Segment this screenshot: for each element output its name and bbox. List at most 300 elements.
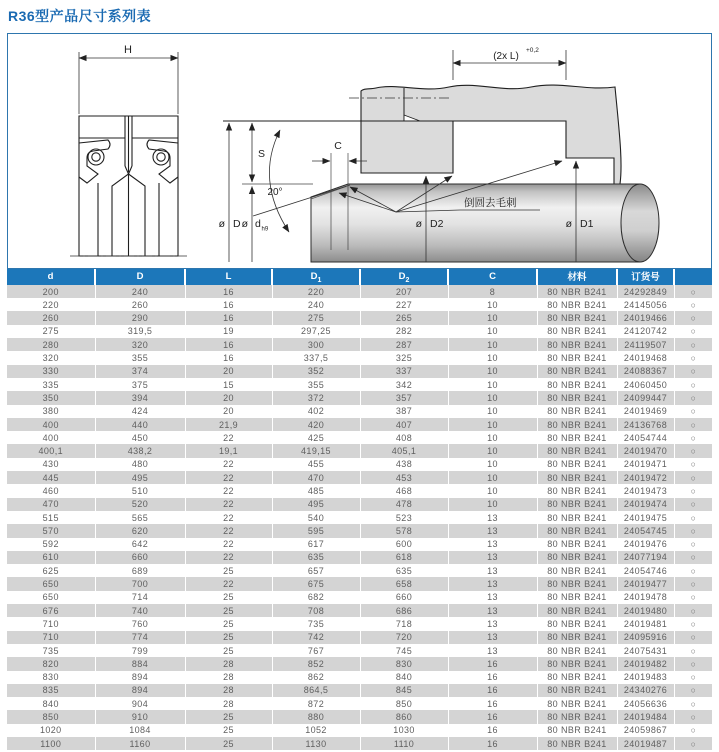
table-row: [7, 737, 712, 750]
cell-material: 80 NBR B241: [537, 538, 617, 551]
label-D1: D1: [580, 218, 594, 230]
cell-availability: ○: [674, 737, 712, 750]
cell-D1: 300: [272, 338, 360, 351]
cell-D: 440: [95, 418, 185, 431]
cell-L: 22: [185, 538, 272, 551]
cell-order-no: 24095916: [617, 631, 674, 644]
cell-D1: 337,5: [272, 351, 360, 364]
cell-L: 25: [185, 591, 272, 604]
cell-C: 16: [448, 657, 537, 670]
cell-order-no: 24019484: [617, 710, 674, 723]
cell-C: 13: [448, 644, 537, 657]
table-row: [7, 391, 712, 404]
cell-L: 22: [185, 458, 272, 471]
cell-D: 565: [95, 511, 185, 524]
cell-d: 430: [42, 459, 59, 470]
cell-D2: 357: [360, 391, 448, 404]
cell-material: 80 NBR B241: [537, 365, 617, 378]
cell-D: 740: [95, 604, 185, 617]
table-row: [7, 418, 712, 431]
cell-material: 80 NBR B241: [537, 697, 617, 710]
cell-d: 830: [42, 672, 59, 683]
cell-C: 13: [448, 538, 537, 551]
cell-order-no: 24120742: [617, 325, 674, 338]
cell-C: 10: [448, 298, 537, 311]
cell-L: 20: [185, 365, 272, 378]
cell-D1: 682: [272, 591, 360, 604]
cell-material: 80 NBR B241: [537, 484, 617, 497]
cell-availability: ○: [674, 285, 712, 298]
cell-L: 25: [185, 737, 272, 750]
cell-D: 894: [95, 671, 185, 684]
cell-order-no: 24019482: [617, 657, 674, 670]
cell-availability: ○: [674, 311, 712, 324]
cell-C: 16: [448, 724, 537, 737]
table-row: [7, 378, 712, 391]
cell-D1: 297,25: [272, 325, 360, 338]
table-row: [7, 471, 712, 484]
cell-availability: ○: [674, 418, 712, 431]
lip-angle-arc: [269, 130, 289, 232]
label-d-sub: h9: [261, 226, 269, 233]
cell-order-no: 24054744: [617, 431, 674, 444]
table-row: [7, 365, 712, 378]
cell-D: 260: [95, 298, 185, 311]
cell-D1: 355: [272, 378, 360, 391]
cell-d: 592: [42, 539, 59, 550]
cell-d: 470: [42, 499, 59, 510]
cell-C: 10: [448, 498, 537, 511]
cell-d: 840: [42, 698, 59, 709]
cell-d: 710: [42, 618, 59, 629]
cell-C: 13: [448, 524, 537, 537]
cell-availability: ○: [674, 298, 712, 311]
cell-material: 80 NBR B241: [537, 564, 617, 577]
column-header-order-no: 订货号: [617, 269, 674, 285]
cell-D: 375: [95, 378, 185, 391]
cell-material: 80 NBR B241: [537, 378, 617, 391]
cell-D: 760: [95, 617, 185, 630]
cell-D2: 287: [360, 338, 448, 351]
cell-C: 13: [448, 577, 537, 590]
cell-C: 16: [448, 684, 537, 697]
cell-L: 22: [185, 431, 272, 444]
label-dia-sign-D2: ø: [415, 218, 422, 230]
cell-D1: 425: [272, 431, 360, 444]
cell-availability: ○: [674, 391, 712, 404]
cell-order-no: 24019483: [617, 671, 674, 684]
cell-L: 22: [185, 471, 272, 484]
cell-material: 80 NBR B241: [537, 285, 617, 298]
cell-order-no: 24019473: [617, 484, 674, 497]
cell-order-no: 24019474: [617, 498, 674, 511]
table-row: [7, 657, 712, 670]
label-dia-sign-d: ø: [241, 218, 248, 230]
table-row: [7, 538, 712, 551]
cell-L: 16: [185, 311, 272, 324]
cell-availability: ○: [674, 325, 712, 338]
cell-material: 80 NBR B241: [537, 724, 617, 737]
cell-L: 20: [185, 405, 272, 418]
table-row: [7, 564, 712, 577]
cell-material: 80 NBR B241: [537, 524, 617, 537]
cell-material: 80 NBR B241: [537, 644, 617, 657]
cell-availability: ○: [674, 577, 712, 590]
cell-L: 28: [185, 684, 272, 697]
cell-L: 20: [185, 391, 272, 404]
table-row: [7, 351, 712, 364]
column-header-availability: [674, 269, 712, 285]
cell-D: 714: [95, 591, 185, 604]
column-header-material: 材料: [537, 269, 617, 285]
cell-D: 374: [95, 365, 185, 378]
table-row: [7, 724, 712, 737]
cell-availability: ○: [674, 697, 712, 710]
label-S: S: [258, 148, 266, 160]
cell-L: 25: [185, 564, 272, 577]
cell-D1: 220: [272, 285, 360, 298]
cell-C: 10: [448, 365, 537, 378]
cell-C: 13: [448, 591, 537, 604]
cell-material: 80 NBR B241: [537, 591, 617, 604]
cell-material: 80 NBR B241: [537, 551, 617, 564]
cell-C: 10: [448, 391, 537, 404]
cell-D2: 686: [360, 604, 448, 617]
table-row: [7, 604, 712, 617]
cell-d: 260: [42, 313, 59, 324]
cell-C: 16: [448, 710, 537, 723]
table-row: [7, 577, 712, 590]
cell-L: 22: [185, 511, 272, 524]
cell-C: 10: [448, 325, 537, 338]
cell-D: 495: [95, 471, 185, 484]
cell-material: 80 NBR B241: [537, 671, 617, 684]
cell-order-no: 24136768: [617, 418, 674, 431]
table-row: [7, 325, 712, 338]
cell-L: 16: [185, 351, 272, 364]
cell-D: 799: [95, 644, 185, 657]
cell-d: 1100: [40, 738, 62, 749]
cell-d: 200: [42, 286, 59, 297]
cell-d: 570: [42, 525, 59, 536]
cell-d: 350: [42, 392, 59, 403]
cell-D1: 420: [272, 418, 360, 431]
cell-D2: 578: [360, 524, 448, 537]
cell-D: 774: [95, 631, 185, 644]
cell-order-no: 24019478: [617, 591, 674, 604]
cell-C: 10: [448, 351, 537, 364]
cell-D1: 485: [272, 484, 360, 497]
table-row: [7, 338, 712, 351]
table-row: [7, 498, 712, 511]
cell-D1: 275: [272, 311, 360, 324]
table-row: [7, 671, 712, 684]
cell-material: 80 NBR B241: [537, 325, 617, 338]
label-deburr: 倒圆去毛刺: [464, 197, 517, 209]
cell-D2: 840: [360, 671, 448, 684]
label-d: d: [255, 218, 261, 230]
label-angle: 20°: [267, 187, 283, 198]
cell-order-no: 24340276: [617, 684, 674, 697]
cell-order-no: 24054745: [617, 524, 674, 537]
cell-d: 650: [42, 592, 59, 603]
table-row: [7, 644, 712, 657]
cell-D2: 438: [360, 458, 448, 471]
table-row: [7, 431, 712, 444]
cell-L: 22: [185, 484, 272, 497]
cell-order-no: 24019480: [617, 604, 674, 617]
cell-d: 650: [42, 579, 59, 590]
cell-D2: 745: [360, 644, 448, 657]
label-h: H: [124, 44, 132, 56]
cell-availability: ○: [674, 724, 712, 737]
cell-order-no: 24019481: [617, 617, 674, 630]
cell-order-no: 24019475: [617, 511, 674, 524]
cell-d: 735: [42, 645, 59, 656]
table-row: [7, 710, 712, 723]
label-D2: D2: [430, 218, 444, 230]
cell-material: 80 NBR B241: [537, 684, 617, 697]
cell-D1: 864,5: [272, 684, 360, 697]
cell-D1: 708: [272, 604, 360, 617]
cell-D1: 540: [272, 511, 360, 524]
cell-L: 16: [185, 285, 272, 298]
table-row: [7, 551, 712, 564]
cell-material: 80 NBR B241: [537, 298, 617, 311]
column-header-D: D: [95, 269, 185, 285]
table-row: [7, 617, 712, 630]
cell-D1: 635: [272, 551, 360, 564]
cell-D2: 468: [360, 484, 448, 497]
cell-d: 330: [42, 366, 59, 377]
cell-order-no: 24019466: [617, 311, 674, 324]
cell-D2: 337: [360, 365, 448, 378]
cell-material: 80 NBR B241: [537, 311, 617, 324]
seal-cross-section: [79, 116, 178, 256]
column-header-C: C: [448, 269, 537, 285]
cell-availability: ○: [674, 604, 712, 617]
cell-D2: 342: [360, 378, 448, 391]
cell-availability: ○: [674, 444, 712, 457]
cell-d: 320: [42, 353, 59, 364]
cell-D1: 1052: [272, 724, 360, 737]
cell-D2: 635: [360, 564, 448, 577]
cell-availability: ○: [674, 511, 712, 524]
table-row: [7, 511, 712, 524]
table-row: [7, 285, 712, 298]
table-row: [7, 524, 712, 537]
cell-availability: ○: [674, 564, 712, 577]
cell-material: 80 NBR B241: [537, 617, 617, 630]
cell-D1: 352: [272, 365, 360, 378]
dimension-H: [79, 52, 178, 114]
cell-D2: 1030: [360, 724, 448, 737]
cell-D: 520: [95, 498, 185, 511]
cell-L: 25: [185, 617, 272, 630]
column-header-D1: $D_1$: [272, 269, 360, 285]
cell-D1: 852: [272, 657, 360, 670]
cell-D2: 850: [360, 697, 448, 710]
table-row: [7, 298, 712, 311]
cell-order-no: 24019468: [617, 351, 674, 364]
cell-L: 25: [185, 604, 272, 617]
cell-D: 450: [95, 431, 185, 444]
cell-order-no: 24119507: [617, 338, 674, 351]
table-row: [7, 458, 712, 471]
cell-D2: 718: [360, 617, 448, 630]
cell-C: 10: [448, 471, 537, 484]
cell-d: 460: [42, 485, 59, 496]
cell-L: 25: [185, 710, 272, 723]
cell-availability: ○: [674, 524, 712, 537]
label-dia-sign-D1: ø: [565, 218, 572, 230]
cell-C: 10: [448, 405, 537, 418]
cell-L: 28: [185, 671, 272, 684]
cell-D2: 325: [360, 351, 448, 364]
cell-material: 80 NBR B241: [537, 631, 617, 644]
cell-C: 10: [448, 458, 537, 471]
cell-D2: 1110: [360, 737, 448, 750]
cell-material: 80 NBR B241: [537, 511, 617, 524]
cell-material: 80 NBR B241: [537, 338, 617, 351]
cell-D1: 402: [272, 405, 360, 418]
cell-order-no: 24060450: [617, 378, 674, 391]
cell-availability: ○: [674, 684, 712, 697]
cell-material: 80 NBR B241: [537, 604, 617, 617]
cell-D: 320: [95, 338, 185, 351]
cell-order-no: 24019472: [617, 471, 674, 484]
cell-order-no: 24292849: [617, 285, 674, 298]
cell-D: 480: [95, 458, 185, 471]
cell-material: 80 NBR B241: [537, 737, 617, 750]
cell-material: 80 NBR B241: [537, 710, 617, 723]
column-header-L: L: [185, 269, 272, 285]
shaft: [311, 184, 659, 262]
cell-D2: 408: [360, 431, 448, 444]
cell-D1: 595: [272, 524, 360, 537]
cell-D1: 767: [272, 644, 360, 657]
cell-order-no: 24019476: [617, 538, 674, 551]
label-c: C: [334, 140, 342, 152]
cell-D2: 387: [360, 405, 448, 418]
cell-D1: 240: [272, 298, 360, 311]
cell-availability: ○: [674, 365, 712, 378]
cell-d: 335: [42, 379, 59, 390]
cell-d: 835: [42, 685, 59, 696]
cell-material: 80 NBR B241: [537, 471, 617, 484]
cell-D2: 478: [360, 498, 448, 511]
cell-C: 10: [448, 484, 537, 497]
dimension-table: [7, 269, 712, 750]
cell-availability: ○: [674, 617, 712, 630]
table-row: [7, 631, 712, 644]
cell-D: 394: [95, 391, 185, 404]
cell-L: 19,1: [185, 444, 272, 457]
label-2xL: (2x L): [493, 51, 519, 62]
cell-L: 22: [185, 524, 272, 537]
cell-C: 13: [448, 551, 537, 564]
cell-D1: 470: [272, 471, 360, 484]
cell-material: 80 NBR B241: [537, 498, 617, 511]
cell-order-no: 24075431: [617, 644, 674, 657]
table-row: [7, 484, 712, 497]
cell-L: 22: [185, 577, 272, 590]
cell-order-no: 24056636: [617, 697, 674, 710]
cell-D2: 720: [360, 631, 448, 644]
cell-D1: 372: [272, 391, 360, 404]
cell-D1: 657: [272, 564, 360, 577]
cell-order-no: 24019469: [617, 405, 674, 418]
cell-C: 10: [448, 378, 537, 391]
cell-D: 700: [95, 577, 185, 590]
cell-C: 13: [448, 564, 537, 577]
cell-C: 10: [448, 311, 537, 324]
cell-d: 280: [42, 339, 59, 350]
cell-d: 515: [42, 512, 59, 523]
cell-material: 80 NBR B241: [537, 431, 617, 444]
cell-material: 80 NBR B241: [537, 405, 617, 418]
cell-C: 13: [448, 631, 537, 644]
housing-section: [349, 85, 621, 184]
cell-D: 904: [95, 697, 185, 710]
cell-C: 13: [448, 604, 537, 617]
cell-availability: ○: [674, 644, 712, 657]
cell-D2: 660: [360, 591, 448, 604]
cell-d: 710: [42, 632, 59, 643]
cell-availability: ○: [674, 631, 712, 644]
cell-L: 28: [185, 697, 272, 710]
cell-D2: 405,1: [360, 444, 448, 457]
cell-D: 910: [95, 710, 185, 723]
label-dia-sign-D: ø: [218, 218, 225, 230]
cell-C: 10: [448, 444, 537, 457]
cell-D: 355: [95, 351, 185, 364]
cell-D: 1160: [95, 737, 185, 750]
cell-C: 16: [448, 697, 537, 710]
cell-availability: ○: [674, 551, 712, 564]
cell-D2: 658: [360, 577, 448, 590]
cell-D1: 872: [272, 697, 360, 710]
cell-D2: 453: [360, 471, 448, 484]
cell-availability: ○: [674, 458, 712, 471]
cell-d: 820: [42, 658, 59, 669]
cell-availability: ○: [674, 591, 712, 604]
cell-D1: 617: [272, 538, 360, 551]
cell-D2: 618: [360, 551, 448, 564]
cell-D: 642: [95, 538, 185, 551]
cell-L: 25: [185, 724, 272, 737]
cell-d: 1020: [39, 725, 62, 736]
cell-D: 689: [95, 564, 185, 577]
cell-availability: ○: [674, 484, 712, 497]
cell-C: 16: [448, 737, 537, 750]
label-2xL-tolerance: +0,2: [526, 47, 539, 54]
cell-L: 21,9: [185, 418, 272, 431]
cell-D2: 282: [360, 325, 448, 338]
cell-D: 240: [95, 285, 185, 298]
cell-D1: 495: [272, 498, 360, 511]
column-header-D2: $D_2$: [360, 269, 448, 285]
technical-drawing: [8, 34, 711, 268]
cell-material: 80 NBR B241: [537, 577, 617, 590]
cell-material: 80 NBR B241: [537, 418, 617, 431]
cell-D1: 1130: [272, 737, 360, 750]
table-row: [7, 405, 712, 418]
cell-d: 220: [42, 299, 59, 310]
cell-availability: ○: [674, 378, 712, 391]
table-row: [7, 697, 712, 710]
cell-L: 16: [185, 338, 272, 351]
